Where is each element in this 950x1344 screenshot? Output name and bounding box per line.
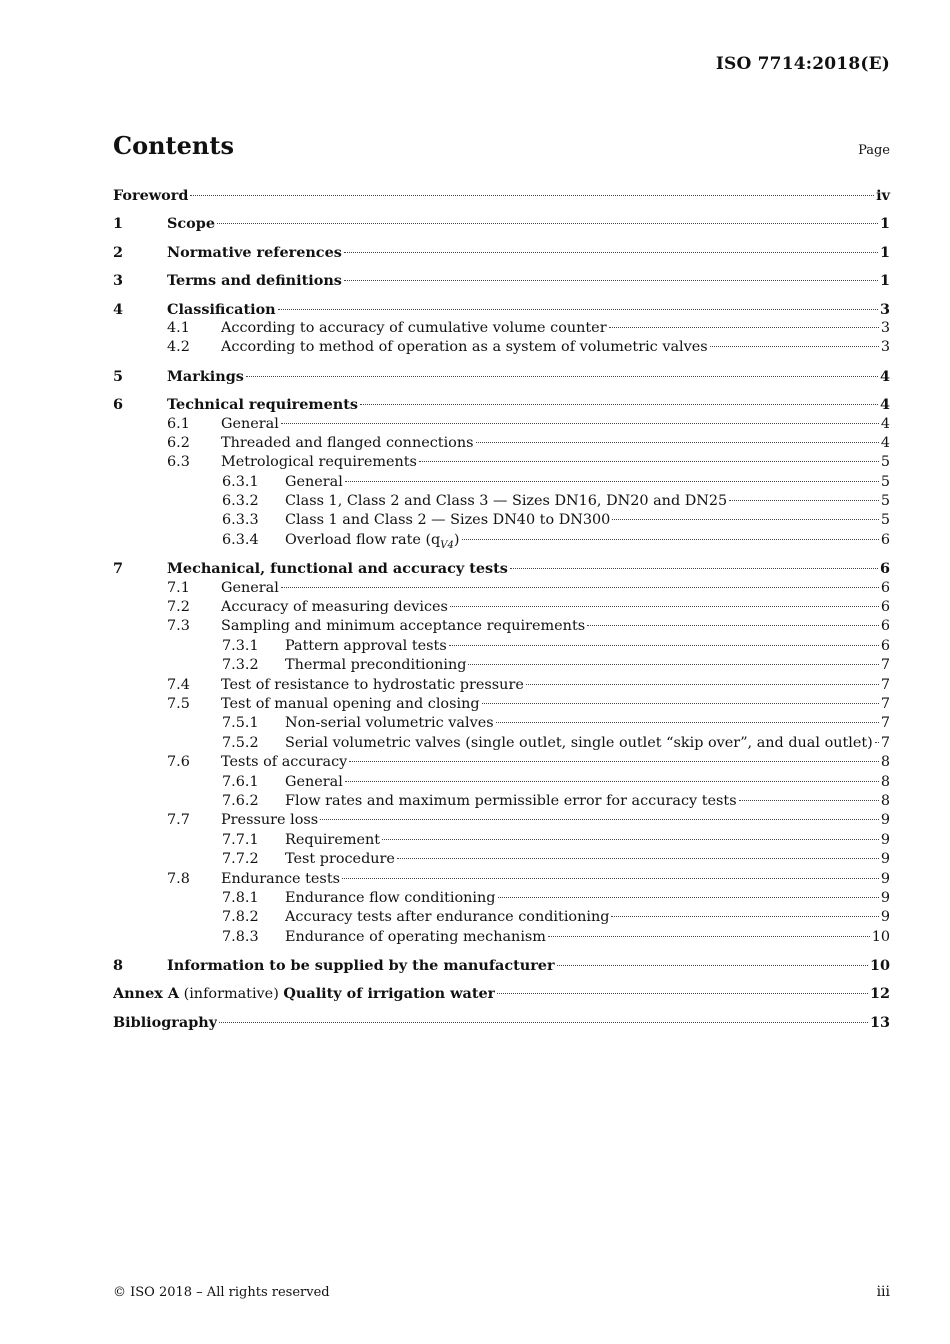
toc-entry-title [285,637,447,656]
toc-entry-title [221,870,340,889]
dot-leader [612,519,879,520]
toc-entry[interactable] [113,637,890,656]
toc-entry-page: 5 [880,454,890,471]
toc-entry-title-text: Metrological requirements [221,454,417,471]
toc-entry[interactable] [113,811,890,830]
toc-entry-number: 7.7 [167,812,190,829]
toc-entry-page: 12 [869,985,890,1003]
toc-entry-number: 6.3.2 [222,493,259,510]
dot-leader [498,897,879,898]
toc-entry[interactable] [113,792,890,811]
toc-entry[interactable] [113,1013,890,1032]
toc-entry-title-text: Threaded and flanged connections [221,434,474,451]
toc-entry-title [167,300,276,319]
dot-leader [320,819,879,820]
toc-entry[interactable] [113,473,890,492]
dot-leader [510,568,878,569]
dot-leader [397,858,879,859]
toc-entry[interactable] [113,415,890,434]
toc-entry-number: 7.3 [167,618,190,635]
toc-entry-number: 7.2 [167,599,190,616]
toc-entry[interactable] [113,434,890,453]
toc-entry-title [113,186,188,205]
toc-entry[interactable] [113,243,890,262]
toc-entry[interactable] [113,271,890,290]
toc-entry-number: 6.3.1 [222,473,259,490]
toc-entry-number: 4.1 [167,319,190,336]
toc-entry-number: 8 [113,957,124,975]
toc-entry-title [285,889,496,908]
toc-entry-title-text: General [285,473,343,490]
dot-leader [382,839,879,840]
toc-entry-title-text: General [221,579,279,596]
toc-entry-page: 13 [869,1013,890,1031]
toc-entry-number: 6.1 [167,415,190,432]
toc-entry-title [285,928,546,947]
toc-entry-title-text: Requirement [285,831,381,848]
dot-leader [342,878,879,879]
toc-entry-title-text: Class 1, Class 2 and Class 3 — Sizes DN16, DN20 and DN25 [285,493,728,510]
dot-leader [345,481,879,482]
toc-entry-number: 6 [113,396,124,414]
toc-entry[interactable] [113,956,890,975]
toc-entry-title [167,367,244,386]
toc-entry-number: 7.8 [167,870,190,887]
toc-entry-number: 6.3 [167,454,190,471]
toc-entry-title-text: Classification [167,300,276,318]
dot-leader [219,1022,868,1023]
toc-entry-title-text: Endurance flow conditioning [285,889,496,906]
toc-entry-title [285,850,395,869]
toc-entry-title [221,319,607,338]
toc-entry[interactable] [113,656,890,675]
toc-entry-page: 9 [880,831,890,848]
toc-entry-number: 7.8.3 [222,928,259,945]
dot-leader [360,404,878,405]
dot-leader [246,376,878,377]
dot-leader [609,327,879,328]
toc-entry-title-text: Sampling and minimum acceptance requirements [221,618,586,635]
toc-entry-number: 7.7.1 [222,831,259,848]
dot-leader [462,539,879,540]
toc-entry-page: 3 [879,300,890,318]
toc-entry-title [221,617,585,636]
dot-leader [349,761,879,762]
dot-leader [345,781,879,782]
toc-entry-title [167,559,508,578]
dot-leader [496,722,879,723]
toc-entry-number: 4.2 [167,339,190,356]
toc-entry-title-suffix: ) [453,531,460,548]
dot-leader [449,645,879,646]
toc-entry[interactable] [113,531,890,550]
toc-entry-page: 5 [880,512,890,529]
toc-entry-page: 3 [880,319,890,336]
toc-entry-title [113,1013,217,1032]
toc-entry[interactable] [113,395,890,414]
toc-entry-title [285,473,343,492]
toc-entry-title [221,453,417,472]
toc-entry-page: 6 [880,599,890,616]
contents-heading: Contents [113,131,234,160]
toc-entry[interactable] [113,908,890,927]
toc-entry-title [167,243,342,262]
toc-entry-title-text: Test of resistance to hydrostatic pressure [221,676,524,693]
toc-entry[interactable] [113,511,890,530]
toc-entry-page: 4 [880,434,890,451]
toc-entry-page: 8 [880,792,890,809]
toc-entry-title [221,753,347,772]
toc-entry-title [167,395,358,414]
toc-entry-number: 7.6 [167,754,190,771]
toc-entry-number: 7.8.1 [222,889,259,906]
toc-entry-title-text: Markings [167,367,244,385]
toc-entry[interactable] [113,338,890,357]
toc-entry[interactable] [113,186,890,205]
toc-entry-number: 7 [113,560,124,578]
toc-entry-title-text: Serial volumetric valves (single outlet, single outlet “skip over”, and dual outlet) [285,734,873,751]
toc-entry-page: 6 [880,618,890,635]
toc-entry[interactable] [113,319,890,338]
toc-entry-title-text: Terms and definitions [167,272,342,290]
toc-entry-number: 7.5 [167,695,190,712]
toc-entry-number: 7.5.2 [222,734,259,751]
toc-entry-page: 6 [879,560,890,578]
toc-entry-title [167,271,342,290]
toc-entry-number: 7.8.2 [222,909,259,926]
toc-entry-number: 6.2 [167,434,190,451]
page-number: iii [876,1284,890,1300]
toc-entry[interactable] [113,984,890,1003]
toc-entry-title-text: General [285,773,343,790]
toc-entry[interactable] [113,695,890,714]
toc-entry[interactable] [113,676,890,695]
toc-entry-page: 9 [880,909,890,926]
toc-entry-number: 6.3.3 [222,512,259,529]
toc-entry-page: 9 [880,889,890,906]
toc-entry-page: 9 [880,812,890,829]
toc-entry-page: iv [876,187,890,204]
toc-entry-title [221,695,480,714]
toc-entry-page: 7 [880,695,890,712]
toc-entry-page: 7 [880,676,890,693]
toc-entry-title [285,831,380,850]
toc-entry-title [221,415,279,434]
toc-entry-title-text: Flow rates and maximum permissible error for accuracy tests [285,792,737,809]
dot-leader [190,195,874,196]
toc-entry-title-text: Bibliography [113,1013,218,1031]
toc-entry-title [285,908,609,927]
toc-entry-title-text: According to accuracy of cumulative volume counter [221,319,607,336]
toc-entry-title [221,598,448,617]
toc-entry-number: 5 [113,367,124,385]
dot-leader [548,936,870,937]
dot-leader [344,252,878,253]
toc-entry-title [221,434,474,453]
toc-entry-title-text: Annex A [113,985,180,1003]
toc-entry-title-text: Overload flow rate (q [285,531,441,548]
toc-entry-title [285,531,460,555]
toc-entry-subscript: V4 [440,539,454,551]
toc-entry-number: 7.4 [167,676,190,693]
toc-entry[interactable] [113,734,890,753]
toc-entry[interactable] [113,850,890,869]
toc-entry-title [221,338,708,357]
dot-leader [739,800,879,801]
toc-entry-page: 9 [880,851,890,868]
toc-entry[interactable] [113,831,890,850]
toc-entry-title-text: Class 1 and Class 2 — Sizes DN40 to DN300 [285,512,611,529]
toc-entry-page: 1 [879,215,890,233]
dot-leader [450,606,879,607]
toc-entry-title [221,676,524,695]
toc-entry-page: 6 [880,531,890,548]
dot-leader [281,587,879,588]
toc-entry-page: 7 [880,715,890,732]
toc-entry-number: 2 [113,243,124,261]
toc-entry-title-text: Accuracy tests after endurance conditioning [285,909,610,926]
toc-entry[interactable] [113,453,890,472]
toc-entry-page: 8 [880,754,890,771]
dot-leader [710,346,879,347]
toc-entry-title [285,792,737,811]
toc-entry-title-suffix: Quality of irrigation water [283,985,496,1003]
toc-entry[interactable] [113,367,890,386]
toc-entry[interactable] [113,889,890,908]
toc-entry[interactable] [113,598,890,617]
toc-entry-page: 5 [880,493,890,510]
toc-entry-title-text: Accuracy of measuring devices [221,599,448,616]
toc-entry-page: 4 [879,396,890,414]
toc-entry-title [285,511,610,530]
toc-entry-title-text: According to method of operation as a system of volumetric valves [221,339,708,356]
toc-entry-number: 7.3.2 [222,657,259,674]
toc-entry-title [221,579,279,598]
toc-entry-title [285,734,873,753]
toc-entry[interactable] [113,617,890,636]
toc-entry-title [221,811,318,830]
dot-leader [587,625,879,626]
toc-entry[interactable] [113,928,890,947]
toc-entry-page: 9 [880,870,890,887]
toc-entry[interactable] [113,714,890,733]
toc-entry-title-text: Thermal preconditioning [285,657,467,674]
toc-entry[interactable] [113,773,890,792]
toc-entry-title-text: Pressure loss [221,812,319,829]
toc-entry-title-text: Normative references [167,243,342,261]
dot-leader [419,461,879,462]
toc-entry-title-text: Test of manual opening and closing [221,695,480,712]
toc-entry-page: 10 [871,928,890,945]
document-id: ISO 7714:2018(E) [715,54,890,74]
toc-entry-page: 4 [880,415,890,432]
toc-entry-title [113,984,495,1004]
toc-entry-title-text: Foreword [113,187,189,204]
toc-entry[interactable] [113,214,890,233]
dot-leader [476,442,879,443]
toc-entry-page: 6 [880,579,890,596]
dot-leader [497,993,868,994]
toc-entry-title [285,714,494,733]
toc-entry-title-text: Scope [167,215,215,233]
toc-entry-title-text: Test procedure [285,851,395,868]
toc-entry-title-text: Pattern approval tests [285,637,447,654]
dot-leader [482,703,879,704]
toc-entry-page: 4 [879,367,890,385]
toc-entry-number: 3 [113,272,124,290]
toc-entry-number: 1 [113,215,124,233]
toc-entry-title-text: Mechanical, functional and accuracy tests [167,560,508,578]
table-of-contents [113,186,890,1032]
toc-entry-title-text: Endurance tests [221,870,340,887]
dot-leader [875,742,879,743]
toc-entry[interactable] [113,300,890,319]
toc-entry-title [167,956,555,975]
toc-entry-title-text: Non-serial volumetric valves [285,715,494,732]
toc-entry-page: 1 [879,243,890,261]
toc-entry-number: 7.6.1 [222,773,259,790]
dot-leader [611,916,878,917]
toc-entry-number: 6.3.4 [222,531,259,548]
dot-leader [729,500,879,501]
toc-entry-title [285,773,343,792]
toc-entry-title-text: General [221,415,279,432]
toc-entry-title-text: Technical requirements [167,396,358,414]
toc-entry-page: 6 [880,637,890,654]
toc-entry-page: 8 [880,773,890,790]
page-column-label: Page [858,143,890,158]
toc-entry-title [285,656,466,675]
toc-entry-page: 1 [879,272,890,290]
dot-leader [526,684,879,685]
toc-entry-annex-type: (informative) [179,986,284,1003]
toc-entry[interactable] [113,870,890,889]
dot-leader [557,965,868,966]
toc-entry-title-text: Tests of accuracy [221,754,348,771]
toc-entry[interactable] [113,492,890,511]
toc-entry-number: 7.5.1 [222,715,259,732]
toc-entry[interactable] [113,579,890,598]
toc-entry-title [285,492,727,511]
toc-entry-title-text: Endurance of operating mechanism [285,928,546,945]
dot-leader [468,664,878,665]
toc-entry-page: 7 [880,734,890,751]
toc-entry-number: 7.6.2 [222,792,259,809]
dot-leader [344,280,878,281]
toc-entry-page: 10 [869,957,890,975]
toc-entry[interactable] [113,559,890,578]
toc-entry-title [167,214,215,233]
toc-entry-page: 5 [880,473,890,490]
copyright-notice: © ISO 2018 – All rights reserved [113,1285,330,1300]
dot-leader [281,423,879,424]
dot-leader [217,223,878,224]
toc-entry-page: 7 [880,657,890,674]
toc-entry-number: 7.3.1 [222,637,259,654]
toc-entry-page: 3 [880,339,890,356]
toc-entry-number: 7.1 [167,579,190,596]
toc-entry-title-text: Information to be supplied by the manufacturer [167,957,555,975]
toc-entry-number: 7.7.2 [222,851,259,868]
toc-entry[interactable] [113,753,890,772]
toc-entry-number: 4 [113,300,124,318]
dot-leader [278,309,878,310]
